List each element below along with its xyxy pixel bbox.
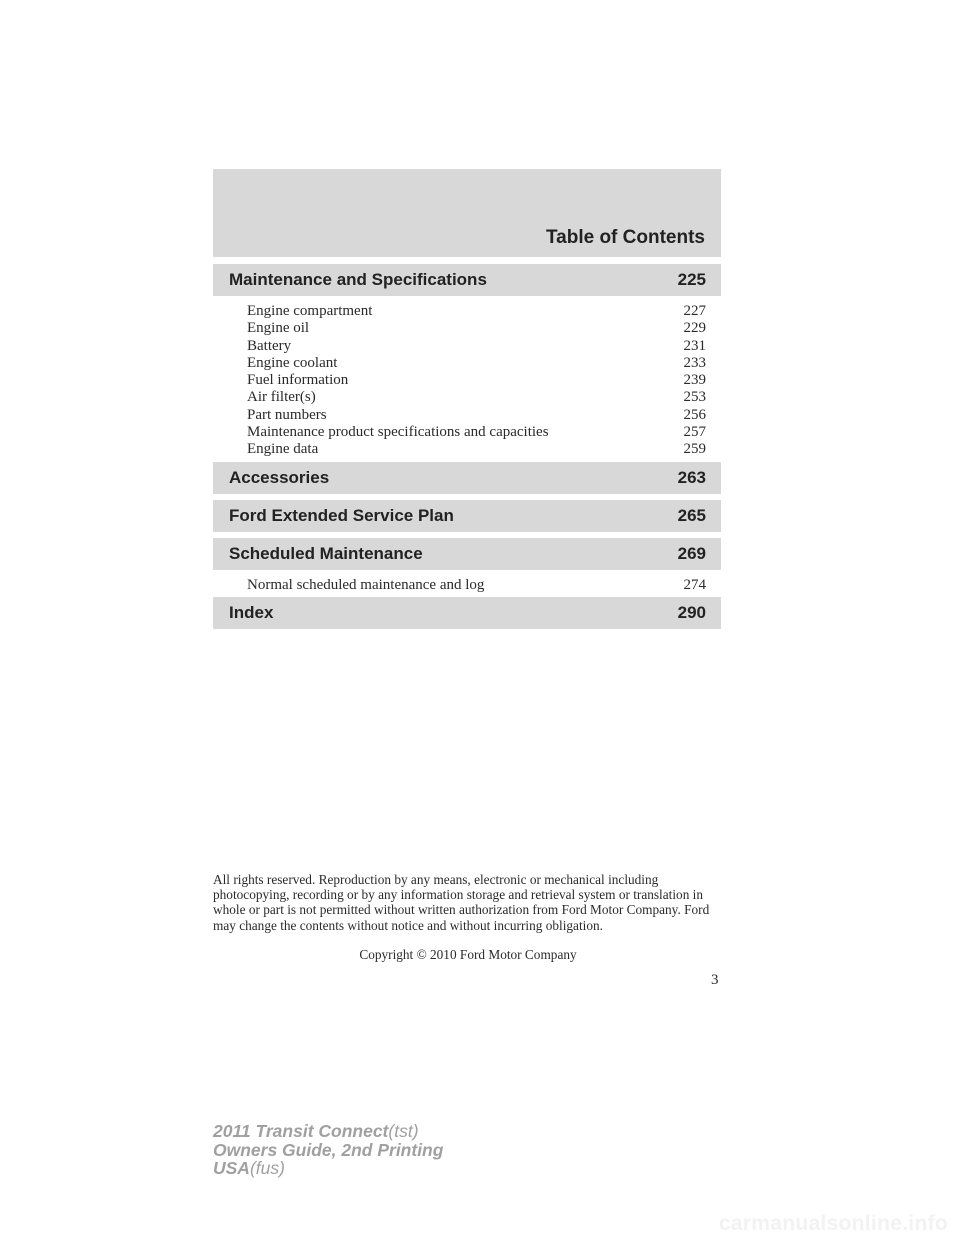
entry-label: Battery [247,337,292,354]
section-title: Index [229,602,274,622]
footer-market-code: (fus) [249,1158,285,1178]
toc-entry[interactable] [247,338,706,355]
entry-label: Part numbers [247,406,327,423]
entry-page: 233 [683,354,706,371]
entry-label: Maintenance product specifications and capacities [247,424,549,441]
toc-entry[interactable] [247,303,706,320]
section-page: 290 [677,602,706,622]
entry-label: Engine coolant [247,354,338,371]
footer-market: USA [213,1158,250,1178]
entry-page: 259 [683,441,706,458]
toc-entry[interactable] [247,389,706,406]
section-page: 263 [677,467,706,487]
section-title: Ford Extended Service Plan [229,505,454,525]
page-title: Table of Contents [545,227,705,248]
section-entries [213,296,721,462]
copyright-line: Copyright © 2010 Ford Motor Company [359,947,577,962]
footer-model: 2011 Transit Connect [213,1121,389,1141]
toc-section-index[interactable] [213,597,721,629]
toc-entry[interactable] [247,441,706,458]
entry-page: 239 [683,372,706,389]
toc-entry[interactable] [247,355,706,372]
footer-model-code: (tst) [388,1121,419,1141]
toc-section-accessories[interactable] [213,462,721,494]
entry-page: 231 [683,337,706,354]
toc-section-extended-service-plan[interactable] [213,500,721,532]
legal-notice: All rights reserved. Reproduction by any means, electronic or mechanical including photocopying, recording or by any information storage and retrieval system or translation in whole or part is not permitted without written authorization from Ford Motor Company. Ford may change the contents without notice and without incurring obligation. [213,872,710,933]
entry-page: 257 [683,424,706,441]
footer-guide: Owners Guide, 2nd Printing [213,1139,444,1160]
entry-label: Engine oil [247,320,310,337]
entry-label: Normal scheduled maintenance and log [247,576,485,593]
table-of-contents [213,264,721,629]
section-title: Accessories [229,467,330,487]
entry-label: Engine data [247,441,319,458]
entry-page: 274 [683,576,706,593]
toc-section-scheduled-maintenance[interactable] [213,538,721,570]
toc-section-maintenance[interactable] [213,264,721,296]
section-page: 265 [677,505,706,525]
section-entries [213,570,721,597]
watermark: carmanualsonline.info [718,1212,948,1235]
entry-page: 229 [683,320,706,337]
toc-entry[interactable] [247,577,706,594]
entry-label: Fuel information [247,372,349,389]
entry-page: 253 [683,389,706,406]
toc-entry[interactable] [247,407,706,424]
toc-entry[interactable] [247,320,706,337]
section-title: Maintenance and Specifications [229,270,487,289]
section-page: 269 [677,543,706,563]
entry-page: 256 [683,406,706,423]
entry-label: Engine compartment [247,303,373,319]
toc-entry[interactable] [247,372,706,389]
page-number: 3 [711,972,719,988]
toc-entry[interactable] [247,424,706,441]
toc-header [213,169,721,257]
section-title: Scheduled Maintenance [229,543,423,563]
entry-page: 227 [683,303,706,319]
document-footer [213,1122,443,1178]
section-page: 225 [677,270,706,289]
entry-label: Air filter(s) [247,389,316,406]
